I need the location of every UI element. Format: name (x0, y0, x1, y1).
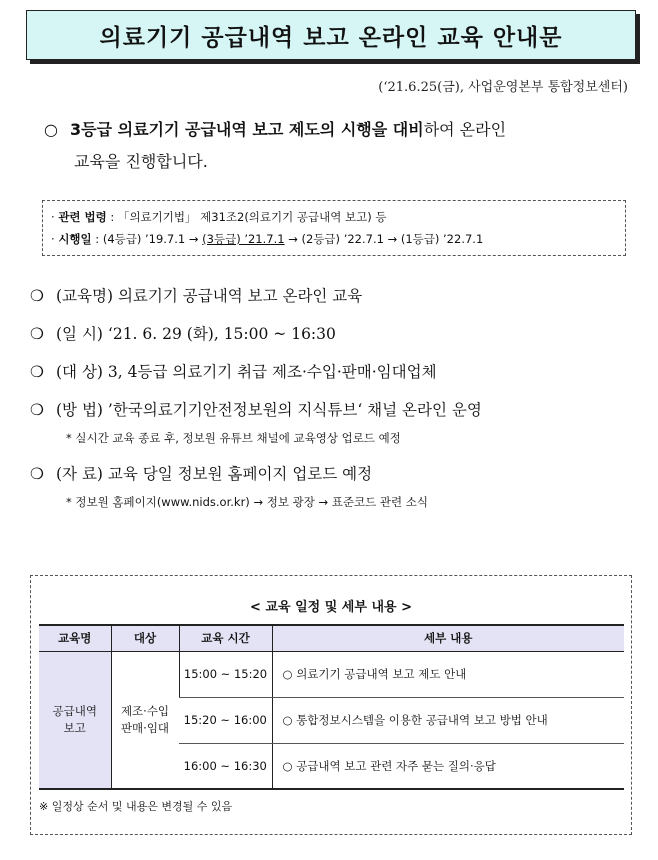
item-datetime (30, 323, 640, 345)
time-cell: 15:00 ~ 15:20 (179, 651, 272, 697)
bullet-icon: ❍ (30, 325, 44, 343)
item-method-note: * 실시간 교육 종료 후, 정보원 유튜브 채널에 교육영상 업로드 예정 (66, 431, 401, 445)
item-label: (대 상) (56, 363, 103, 381)
bullet-icon: ❍ (30, 465, 44, 483)
item-text: ‘21. 6. 29 (화), 15:00 ~ 16:30 (107, 325, 336, 343)
effective-date-pre: (4등급) ’19.7.1 → (102, 232, 203, 246)
law-row-1: · 관련 법령 : 「의료기기법」 제31조2(의료기기 공급내역 보고) 등 (51, 210, 387, 224)
item-materials-note: * 정보원 홈페이지(www.nids.or.kr) → 정보 광장 → 표준코드 관련 소식 (66, 495, 428, 509)
item-text: 교육 당일 정보원 홈페이지 업로드 예정 (107, 465, 373, 483)
law-row-2: · 시행일 : (4등급) ’19.7.1 → (3등급) ’21.7.1 → (2등급) ’22.7.1 → (1등급) ’22.7.1 (51, 232, 484, 246)
effective-date-post: → (2등급) ’22.7.1 → (1등급) ’22.7.1 (284, 232, 484, 246)
item-label: (교육명) (56, 287, 114, 305)
intro-bold-text: 3등급 의료기기 공급내역 보고 제도의 시행을 대비 (70, 120, 424, 139)
course-line2: 보고 (63, 720, 86, 735)
document-title: 의료기기 공급내역 보고 온라인 교육 안내문 (26, 10, 636, 60)
header-course: 교육명 (39, 625, 111, 651)
intro-rest-text: 하여 온라인 (423, 120, 507, 139)
intro-line2: 교육을 진행합니다. (74, 152, 208, 171)
course-cell (39, 651, 111, 789)
target-line2: 판매·임대 (120, 720, 170, 735)
target-line1: 제조·수입 (120, 703, 170, 718)
detail-cell: ○ 의료기기 공급내역 보고 제도 안내 (272, 651, 624, 697)
time-cell: 15:20 ~ 16:00 (179, 697, 272, 743)
bullet-icon: ❍ (30, 401, 44, 419)
item-label: (방 법) (56, 401, 103, 419)
schedule-box (30, 575, 632, 835)
header-time: 교육 시간 (179, 625, 272, 651)
bullet-icon: ❍ (30, 287, 44, 305)
law-label: 관련 법령 (58, 210, 107, 224)
schedule-table (39, 624, 624, 790)
item-target (30, 361, 640, 383)
item-text: 3, 4등급 의료기기 취급 제조·수입·판매·임대업체 (107, 363, 437, 381)
header-detail: 세부 내용 (272, 625, 624, 651)
target-cell (111, 651, 179, 789)
course-line1: 공급내역 (52, 703, 97, 718)
item-text: 의료기기 공급내역 보고 온라인 교육 (117, 287, 363, 305)
law-text: 「의료기기법」 제31조2(의료기기 공급내역 보고) 등 (117, 210, 387, 224)
detail-cell: ○ 공급내역 보고 관련 자주 묻는 질의·응답 (272, 743, 624, 789)
item-course-name (30, 285, 640, 307)
law-box (42, 200, 626, 256)
item-method (30, 399, 640, 447)
effective-date-label: 시행일 (58, 232, 92, 246)
item-text: ’한국의료기기안전정보원의 지식튜브‘ 채널 온라인 운영 (107, 401, 482, 419)
schedule-title: < 교육 일정 및 세부 내용 > (250, 600, 412, 615)
schedule-note: ※ 일정상 순서 및 내용은 변경될 수 있음 (39, 800, 233, 813)
effective-date-highlight: (3등급) ’21.7.1 (202, 232, 285, 246)
table-header-row (39, 625, 624, 651)
header-target: 대상 (111, 625, 179, 651)
detail-cell: ○ 통합정보시스템을 이용한 공급내역 보고 방법 안내 (272, 697, 624, 743)
item-label: (일 시) (56, 325, 103, 343)
date-line: (‘21.6.25(금), 사업운영본부 통합정보센터) (378, 80, 628, 95)
intro-bullet: ○ (44, 120, 58, 139)
time-cell: 16:00 ~ 16:30 (179, 743, 272, 789)
item-label: (자 료) (56, 465, 103, 483)
info-items (30, 285, 640, 527)
table-row (39, 651, 624, 697)
intro-paragraph (44, 114, 634, 178)
item-materials (30, 463, 640, 511)
bullet-icon: ❍ (30, 363, 44, 381)
